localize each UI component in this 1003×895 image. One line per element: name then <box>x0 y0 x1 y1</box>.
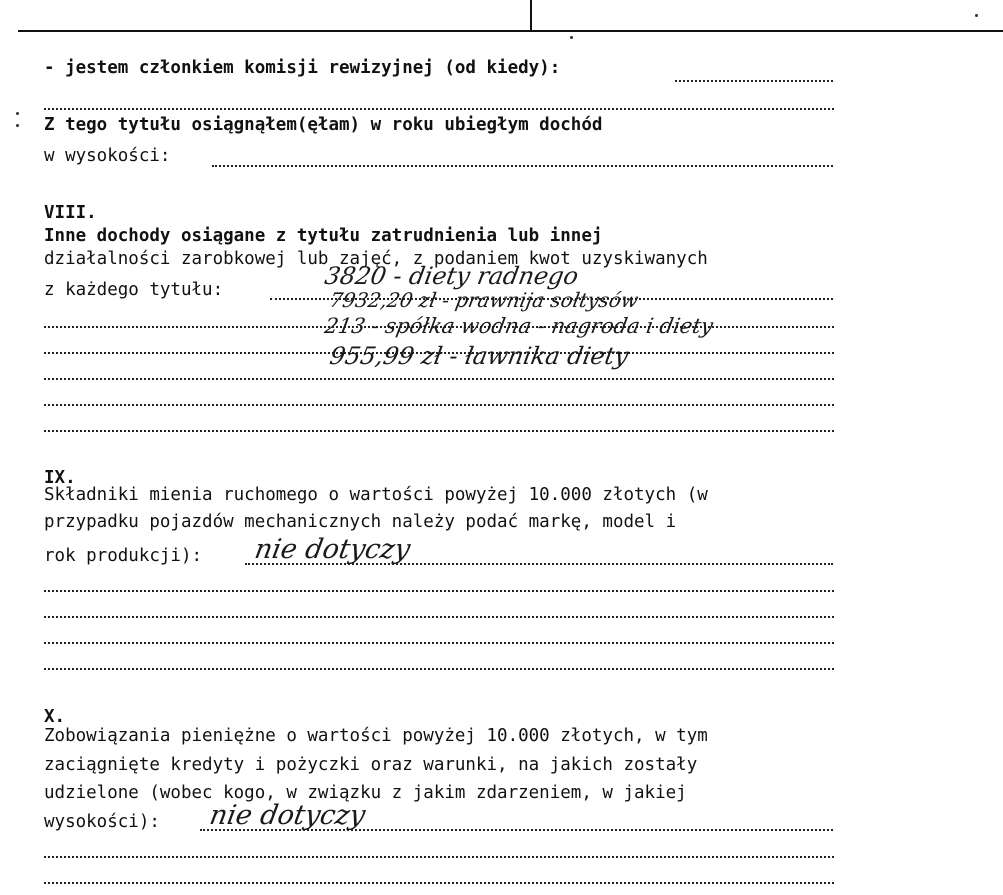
dotted-fill-line <box>675 80 833 82</box>
handwritten-income-4: 955,99 zł - ławnika diety <box>327 342 631 370</box>
section-viii-line-1: Inne dochody osiągane z tytułu zatrudnienia lub innej <box>44 226 603 246</box>
revision-committee-text: - jestem członkiem komisji rewizyjnej (od kiedy): <box>44 58 561 78</box>
revision-committee-line <box>44 58 560 78</box>
dotted-fill-line <box>44 616 834 618</box>
section-ix-heading: IX. <box>44 468 76 488</box>
top-border-notch <box>530 0 532 32</box>
dotted-fill-line <box>44 430 834 432</box>
scan-speck <box>975 14 978 17</box>
handwritten-income-3: 213 - spółka wodna - nagroda i diety <box>322 314 715 338</box>
section-viii-line-3: z każdego tytułu: <box>44 280 224 300</box>
handwritten-movable-assets: nie dotyczy <box>252 534 413 565</box>
dotted-fill-line <box>44 642 834 644</box>
section-x-line-2: zaciągnięte kredyty i pożyczki oraz warunki, na jakich zostały <box>44 755 698 775</box>
dotted-fill-line <box>44 590 834 592</box>
section-ix-line-2: przypadku pojazdów mechanicznych należy podać markę, model i <box>44 512 677 532</box>
section-viii-line-2: działalności zarobkowej lub zajęć, z podaniem kwot uzyskiwanych <box>44 249 708 269</box>
section-ix-line-3: rok produkcji): <box>44 546 203 566</box>
handwritten-income-2: 7932,20 zł - prawnija sołtysów <box>327 288 641 312</box>
dotted-fill-line <box>212 165 833 167</box>
section-ix-line-1: Składniki mienia ruchomego o wartości powyżej 10.000 złotych (w <box>44 485 708 505</box>
section-x-line-4: wysokości): <box>44 812 160 832</box>
section-x-line-3: udzielone (wobec kogo, w związku z jakim zdarzeniem, w jakiej <box>44 783 687 803</box>
income-amount-line <box>44 146 170 166</box>
handwritten-income-1: 3820 - diety radnego <box>322 262 581 290</box>
top-border-line <box>18 30 1003 32</box>
dotted-fill-line <box>44 404 834 406</box>
section-x-heading: X. <box>44 707 66 727</box>
section-x-line-1: Zobowiązania pieniężne o wartości powyżej 10.000 złotych, w tym <box>44 726 708 746</box>
income-amount-label: w wysokości: <box>44 146 171 166</box>
scan-speck <box>570 36 573 39</box>
income-from-title-line <box>44 115 602 135</box>
section-viii-heading: VIII. <box>44 203 97 223</box>
scan-speck <box>16 124 19 127</box>
dotted-fill-line <box>44 108 834 110</box>
handwritten-liabilities: nie dotyczy <box>207 800 368 831</box>
dotted-fill-line <box>44 882 834 884</box>
dotted-fill-line <box>44 378 834 380</box>
dotted-fill-line <box>44 856 834 858</box>
scan-speck <box>16 112 19 115</box>
income-from-title-text: Z tego tytułu osiągnąłem(ęłam) w roku ubiegłym dochód <box>44 115 603 135</box>
dotted-fill-line <box>44 668 834 670</box>
